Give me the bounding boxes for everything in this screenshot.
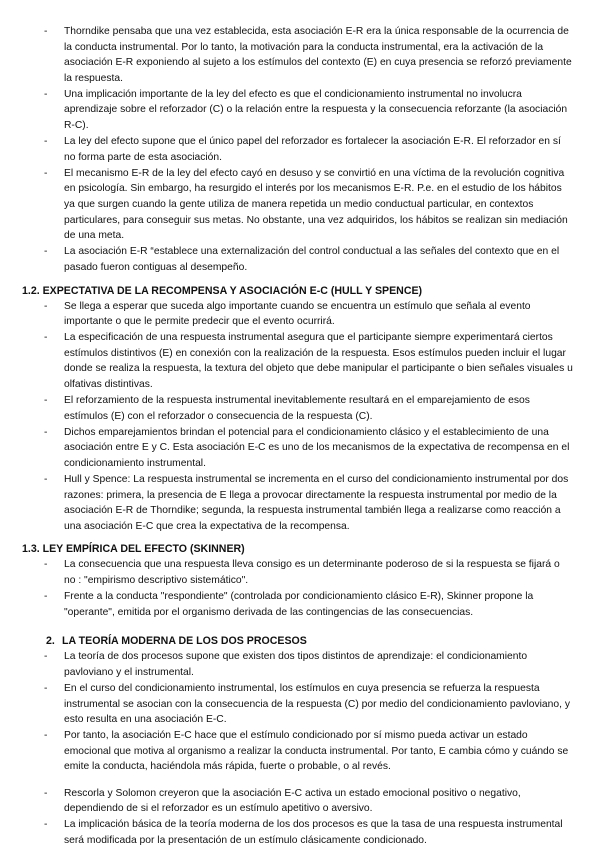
list-item: - Dichos emparejamientos brindan el potencial para el condicionamiento clásico y el establecimiento de una asociación entre E y C. Esta asociación E-C es uno de los mecanismos de la expectativa de recompensa en el condicionamiento instrumental. [22, 425, 574, 472]
list-item: - La asociación E-R “establece una externalización del control conductual a las señales del contexto que en el pasado fueron contiguas al desempeño. [22, 244, 574, 275]
list-item: - En el curso del condicionamiento instrumental, los estímulos en cuya presencia se refuerza la respuesta instrumental se asocian con la consecuencia de la respuesta (C) por medio del condicionamiento pavloviano, y esto resulta en una asociación E-C. [22, 681, 574, 728]
list-item: - El mecanismo E-R de la ley del efecto cayó en desuso y se convirtió en una víctima de la revolución cognitiva en psicología. Sin embargo, ha resurgido el interés por los mecanismos E-R. P.e. en el estudio de los hábitos ya que surgen cuando la gente utiliza de manera repetida un medio conductual particular, en contextos particulares, para conseguir sus metas. No obstante, una vez adquiridos, los hábitos se realizan sin mediación de una meta. [22, 166, 574, 244]
list-item: - La consecuencia que una respuesta lleva consigo es un determinante poderoso de si la respuesta se fijará o no : "empirismo descriptivo sistemático". [22, 557, 574, 588]
list-item: - La ley del efecto supone que el único papel del reforzador es fortalecer la asociación E-R. El reforzador en sí no forma parte de esta asociación. [22, 134, 574, 165]
list-item: - Rescorla y Solomon creyeron que la asociación E-C activa un estado emocional positivo o negativo, dependiendo de si el reforzador es un estímulo apetitivo o aversivo. [22, 786, 574, 817]
list-item: - Por tanto, la asociación E-C hace que el estímulo condicionado por sí mismo pueda activar un estado emocional que motiva al organismo a realizar la conducta instrumental. Por tanto, E cambia cómo y cuándo se emite la conducta, haciéndola más rápida, fuerte o probable, o al revés. [22, 728, 574, 775]
section-2-heading [22, 634, 574, 649]
section-1-3-list [22, 557, 574, 620]
list-item: - Hull y Spence: La respuesta instrumental se incrementa en el curso del condicionamiento instrumental por dos razones: primera, la presencia de E llega a provocar directamente la respuesta instrumental por medio de la asociación E-R de Thorndike; segunda, la respuesta instrumental también llega a realizarse como reacción a una asociación E-C que crea la expectativa de la recompensa. [22, 472, 574, 534]
list-item: - Frente a la conducta "respondiente" (controlada por condicionamiento clásico E-R), Skinner propone la "operante", emitida por el organismo derivada de las contingencias de las consecuencias. [22, 589, 574, 620]
list-item: - La implicación básica de la teoría moderna de los dos procesos es que la tasa de una respuesta instrumental será modificada por la presentación de un estímulo clásicamente condicionado. [22, 817, 574, 848]
section-1-3-heading: 1.3. LEY EMPÍRICA DEL EFECTO (SKINNER) [22, 543, 245, 556]
section-1-1-list [22, 24, 574, 276]
spacer [22, 776, 574, 786]
list-item: - La teoría de dos procesos supone que existen dos tipos distintos de aprendizaje: el condicionamiento pavloviano y el instrumental. [22, 649, 574, 680]
list-item: - El reforzamiento de la respuesta instrumental inevitablemente resultará en el emparejamiento de esos estímulos (E) con el reforzador o consecuencia de la respuesta (C). [22, 393, 574, 424]
section-2-title: LA TEORÍA MODERNA DE LOS DOS PROCESOS [62, 635, 307, 648]
list-item: - Thorndike pensaba que una vez establecida, esta asociación E-R era la única responsable de la ocurrencia de la conducta instrumental. Por lo tanto, la motivación para la conducta instrumental, era la activación de la asociación E-R exponiendo al sujeto a los estímulos del contexto (E) en cuya presencia se reforzó previamente la respuesta. [22, 24, 574, 86]
list-item: - La especificación de una respuesta instrumental asegura que el participante siempre experimentará ciertos estímulos distintivos (E) en conexión con la realización de la respuesta. Esos estímulos pueden incluir el lugar donde se realiza la respuesta, la textura del objeto que debe manipular el participante o bien señales visuales u olfativas distintivas. [22, 330, 574, 392]
list-item: - Una implicación importante de la ley del efecto es que el condicionamiento instrumental no involucra aprendizaje sobre el reforzador (C) o la relación entre la respuesta y la consecuencia reforzante (la asociación R-C). [22, 87, 574, 134]
section-1-2-heading: 1.2. EXPECTATIVA DE LA RECOMPENSA Y ASOCIACIÓN E-C (HULL Y SPENCE) [22, 284, 423, 297]
section-2-number: 2. [46, 635, 55, 648]
section-2-list-continued [22, 786, 574, 848]
section-2-list [22, 649, 574, 775]
section-1-2-list [22, 299, 574, 535]
list-item: - Se llega a esperar que suceda algo importante cuando se encuentra un estímulo que señala al evento importante o que le permite predecir que el evento ocurrirá. [22, 299, 574, 330]
